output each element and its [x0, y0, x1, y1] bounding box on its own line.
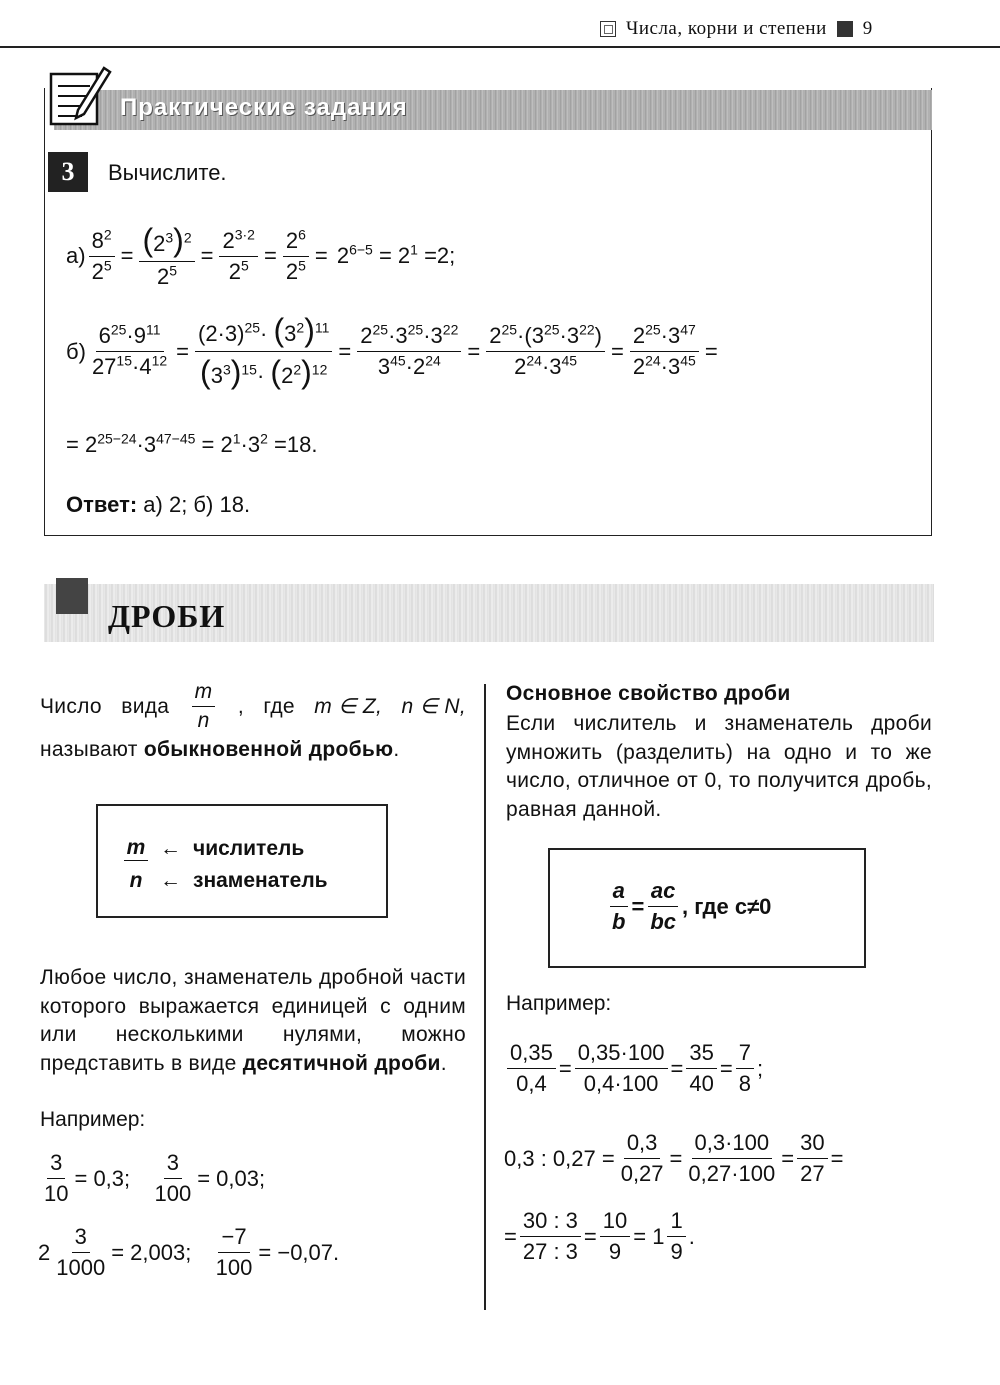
example-label-right: Например: — [506, 992, 612, 1015]
property-condition: где c≠0 — [694, 893, 772, 919]
formula-a-result: 2 — [436, 243, 450, 268]
definition-fraction-num: m — [192, 680, 216, 707]
property-title: Основное свойство дроби — [506, 682, 791, 705]
notebook-pencil-icon — [48, 60, 114, 130]
property-example-2: 0,3 : 0,27 = $\frac{0,3}{0,27}$ = $\frac{0,3\cdot 100}{0,27\cdot 100}$ = $\frac{30}{27}$ = — [504, 1130, 844, 1186]
answer-line — [66, 492, 250, 518]
header-rule — [0, 46, 1000, 48]
formula-b-result: 18 — [286, 432, 312, 457]
decimal-term: десятичной дроби — [242, 1051, 441, 1075]
numerator-var: m — [124, 836, 148, 861]
definition-cond1: m ∈ Z, — [314, 695, 383, 718]
definition-cond2: n ∈ N, — [401, 695, 466, 718]
numerator-row — [124, 836, 304, 861]
formula-a: а) $\frac{8^2}{2^5}$ = $\frac{(2^3)^2}{2^5}$ = $\frac{2^{3\cdot 2}}{2^5}$ = $\frac{2^6}{2^5}$ = $2^{6-5} = 2^1$ = 2 ; — [66, 222, 456, 289]
left-arrow-icon: ← — [160, 869, 181, 892]
answer-label: Ответ: — [66, 492, 138, 517]
property-formula: $\frac{a}{b}$ = $\frac{ac}{bc}$ , где c≠0 — [606, 878, 771, 935]
property-text: Если числитель и знаменатель дроби умножить (разделить) на одно и то же число, отличное от 0, то получится дробь, равная данной. — [506, 712, 932, 821]
running-head — [600, 18, 940, 40]
decimal-example-2: 2 $\frac{3}{1000}$ = 2,003; $\frac{-7}{100}$ = −0,07. — [38, 1224, 340, 1280]
numerator-denominator-box — [96, 804, 388, 918]
definition-line1: Число вида $\frac{m}{n}$ , где m ∈ Z, n ∈ N, — [40, 680, 466, 732]
running-head-title: Числа, корни и степени — [626, 18, 827, 39]
decimal-example-1: $\frac{3}{10}$ = 0,3; $\frac{3}{100}$ = 0,03; — [44, 1150, 266, 1206]
property-example-1: $\frac{0,35}{0,4}$ = $\frac{0,35\cdot 100}{0,4\cdot 100}$ = $\frac{35}{40}$ = $\frac{7}{8}$ ; — [504, 1040, 763, 1097]
definition-where: где — [263, 694, 295, 718]
formula-b: б) $\frac{6^{25}\cdot 9^{11}}{27^{15}\cdot 4^{12}}$ = $\frac{(2\cdot 3)^{25}\cdot (3^2)^{11}}{(3^3)^{15}\cdot (2^2)^{12}}$ = $\frac{2^{25}\cdot 3^{25}\cdot 3^{22}}{3^{45}\cdot 2^{24}}$ = $\frac{2^{25}\cdot(3^{25}\cdot 3^{22})}{2^{24}\cdot 3^{45}}$ = $\frac{2^{25}\cdot 3^{47}}{2^{24}\cdot 3^{45}}$ = — [66, 312, 718, 390]
square-bullet-icon — [837, 21, 853, 37]
definition-fraction-den: n — [197, 709, 210, 732]
section-square-icon — [56, 578, 88, 614]
task-number: 3 — [48, 152, 88, 192]
left-arrow-icon: ← — [160, 836, 181, 860]
task-instruction: Вычислите. — [108, 160, 227, 185]
page-icon — [600, 21, 616, 37]
formula-a-label: а) — [66, 243, 86, 268]
definition-line2: называют обыкновенной дробью. — [40, 738, 400, 761]
formula-b-label: б) — [66, 338, 86, 364]
definition-line2-plain: называют — [40, 738, 138, 761]
property-formula-box — [548, 848, 866, 968]
definition-term: обыкновенной дробью — [143, 738, 394, 761]
denominator-var: n — [129, 869, 143, 892]
section-title: ДРОБИ — [108, 598, 226, 634]
numerator-label: числитель — [193, 836, 305, 860]
decimal-paragraph: Любое число, знаменатель дробной части которого выражается единицей с одним или несколькими нулями, можно представить в виде десятичной дроби. — [40, 966, 466, 1075]
page-number: 9 — [862, 18, 873, 39]
definition-word2: вида — [121, 694, 170, 718]
answer-text: а) 2; б) 18. — [143, 492, 251, 517]
example-label-left: Например: — [40, 1108, 146, 1131]
column-divider — [484, 684, 486, 1310]
property-example-3: = $\frac{30 : 3}{27 : 3}$ = $\frac{10}{9}$ = 1 $\frac{1}{9}$ . — [504, 1208, 695, 1264]
denominator-label: знаменатель — [193, 869, 328, 892]
formula-b-continued: = $2^{25-24}\cdot 3^{47-45} = 2^1\cdot 3^2$ = 18 . — [66, 430, 318, 457]
definition-word1: Число — [40, 694, 102, 718]
decimal-text: Любое число, знаменатель дробной части которого выражается единицей с одним или несколькими нулями, можно представить в виде — [40, 966, 466, 1075]
denominator-row — [124, 869, 328, 893]
definition-fraction — [192, 680, 216, 733]
task-banner-title: Практические задания — [120, 94, 408, 121]
